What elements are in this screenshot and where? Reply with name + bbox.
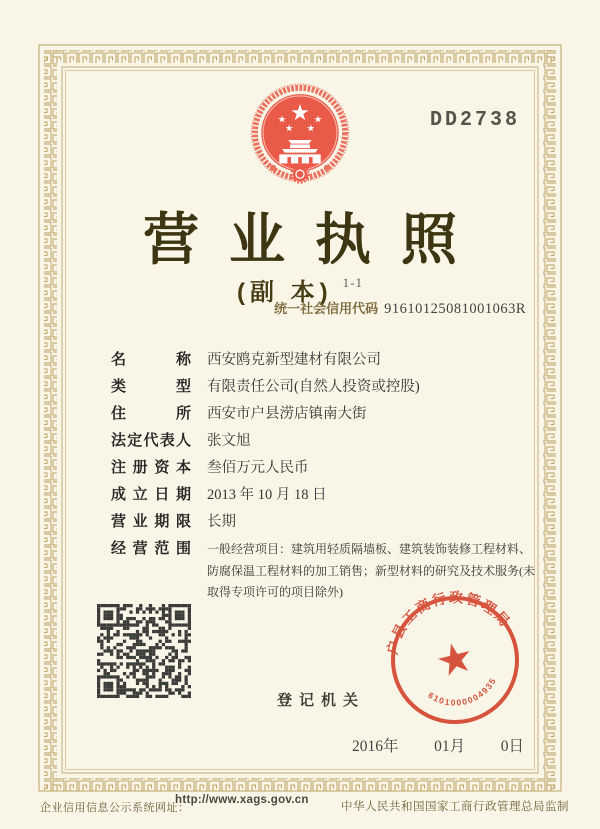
field-value: 长期: [207, 514, 236, 530]
field-value: 有限责任公司(自然人投资或控股): [207, 379, 420, 395]
field-row-address: [111, 402, 535, 426]
field-value: 一般经营项目：建筑用轻质隔墙板、建筑装饰装修工程材料、防腐保温工程材料的加工销售；新型材料的研究及技术服务(未取得专项许可的项目除外): [207, 542, 535, 599]
date-month: 01月: [434, 738, 466, 755]
field-row-legal-representative: [111, 429, 535, 453]
seal-number: 6101000004935: [426, 675, 499, 708]
copy-index: 1-1: [342, 275, 363, 290]
field-label: 营业期限: [111, 513, 191, 530]
field-row-type: [111, 375, 535, 399]
license-subtitle: (副 本): [237, 279, 333, 306]
field-label: 经营范围: [111, 540, 191, 557]
field-label: 法定代表人: [111, 432, 191, 449]
field-value: 西安鸥克新型建材有限公司: [207, 352, 381, 368]
publicity-site-label: 企业信用信息公示系统网址：: [40, 802, 190, 814]
qr-code-icon: [97, 604, 191, 698]
seal-arc-text: 户县工商行政管理局: [384, 589, 515, 657]
credit-code-label: 统一社会信用代码: [274, 301, 379, 316]
national-emblem-icon: [246, 82, 354, 198]
field-label: 成立日期: [111, 486, 191, 503]
field-label: 名称: [111, 351, 191, 368]
field-value: 张文旭: [207, 433, 251, 449]
field-value: 西安市户县涝店镇南大街: [207, 406, 367, 422]
official-seal-icon: [380, 585, 530, 735]
field-row-establish-date: [111, 483, 535, 507]
date-day: 0日: [500, 738, 524, 755]
field-label: 注册资本: [111, 459, 191, 476]
field-label: 住所: [111, 405, 191, 422]
publicity-site-url: http://www.xags.gov.cn: [175, 794, 309, 806]
credit-code-line: [274, 298, 526, 318]
serial-number-stamp: DD2738: [430, 108, 521, 133]
registration-date: [352, 734, 524, 756]
field-row-business-term: [111, 510, 535, 534]
field-row-registered-capital: [111, 456, 535, 480]
field-value: 2013 年 10 月 18 日: [207, 487, 327, 503]
registration-authority-label: 登记机关: [277, 692, 366, 709]
license-title: 营业执照: [143, 208, 487, 271]
field-label: 类型: [111, 378, 191, 395]
supervisor-text: 中华人民共和国国家工商行政管理总局监制: [341, 801, 569, 813]
field-row-name: [111, 348, 535, 372]
field-value: 叁佰万元人民币: [207, 460, 309, 476]
license-fields: [111, 348, 535, 607]
credit-code-value: 91610125081001063R: [384, 301, 526, 317]
svg-text:户县工商行政管理局: [380, 585, 516, 660]
date-year: 2016年: [352, 738, 399, 755]
